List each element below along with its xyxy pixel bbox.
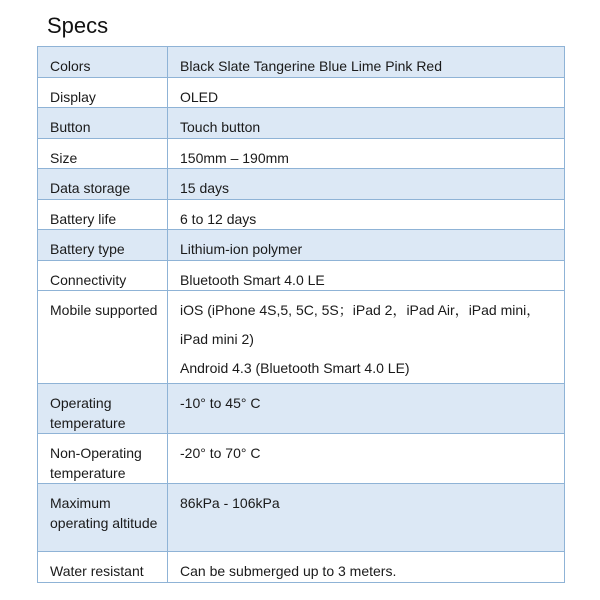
spec-value: 15 days [168, 169, 565, 200]
spec-value: 86kPa - 106kPa [168, 484, 565, 552]
spec-label: Mobile supported [38, 291, 168, 384]
spec-label: Water resistant [38, 552, 168, 583]
spec-row-non-operating-temperature [38, 434, 565, 484]
spec-row-water-resistant [38, 552, 565, 583]
spec-row-colors [38, 47, 565, 78]
spec-value: Black Slate Tangerine Blue Lime Pink Red [168, 47, 565, 78]
spec-label: Button [38, 108, 168, 139]
spec-row-battery-life [38, 199, 565, 230]
spec-row-display [38, 77, 565, 108]
spec-label: Size [38, 138, 168, 169]
spec-label: Colors [38, 47, 168, 78]
spec-row-maximum-operating-altitude [38, 484, 565, 552]
spec-label: Connectivity [38, 260, 168, 291]
spec-value: Can be submerged up to 3 meters. [168, 552, 565, 583]
spec-value: Lithium-ion polymer [168, 230, 565, 261]
page-title: Specs [47, 13, 109, 38]
spec-row-button [38, 108, 565, 139]
spec-value: 6 to 12 days [168, 199, 565, 230]
spec-label: Battery type [38, 230, 168, 261]
spec-value-line: iPad mini 2) [180, 331, 254, 347]
spec-label: Display [38, 77, 168, 108]
spec-value-line: iOS (iPhone 4S,5, 5C, 5S；iPad 2，iPad Air，iPad mini， [180, 302, 541, 318]
specs-table [37, 46, 565, 583]
spec-label: Battery life [38, 199, 168, 230]
spec-value [168, 291, 565, 384]
spec-label: Non-Operating temperature [38, 434, 168, 484]
spec-value: OLED [168, 77, 565, 108]
spec-value-line: Android 4.3 (Bluetooth Smart 4.0 LE) [180, 360, 410, 376]
spec-value: Touch button [168, 108, 565, 139]
spec-row-operating-temperature [38, 384, 565, 434]
spec-row-connectivity [38, 260, 565, 291]
spec-row-size [38, 138, 565, 169]
spec-label: Maximum operating altitude [38, 484, 168, 552]
spec-row-data-storage [38, 169, 565, 200]
spec-label: Data storage [38, 169, 168, 200]
spec-row-mobile-supported [38, 291, 565, 384]
spec-row-battery-type [38, 230, 565, 261]
spec-label: Operating temperature [38, 384, 168, 434]
spec-value: -20° to 70° C [168, 434, 565, 484]
spec-value: Bluetooth Smart 4.0 LE [168, 260, 565, 291]
spec-value: -10° to 45° C [168, 384, 565, 434]
spec-value: 150mm – 190mm [168, 138, 565, 169]
